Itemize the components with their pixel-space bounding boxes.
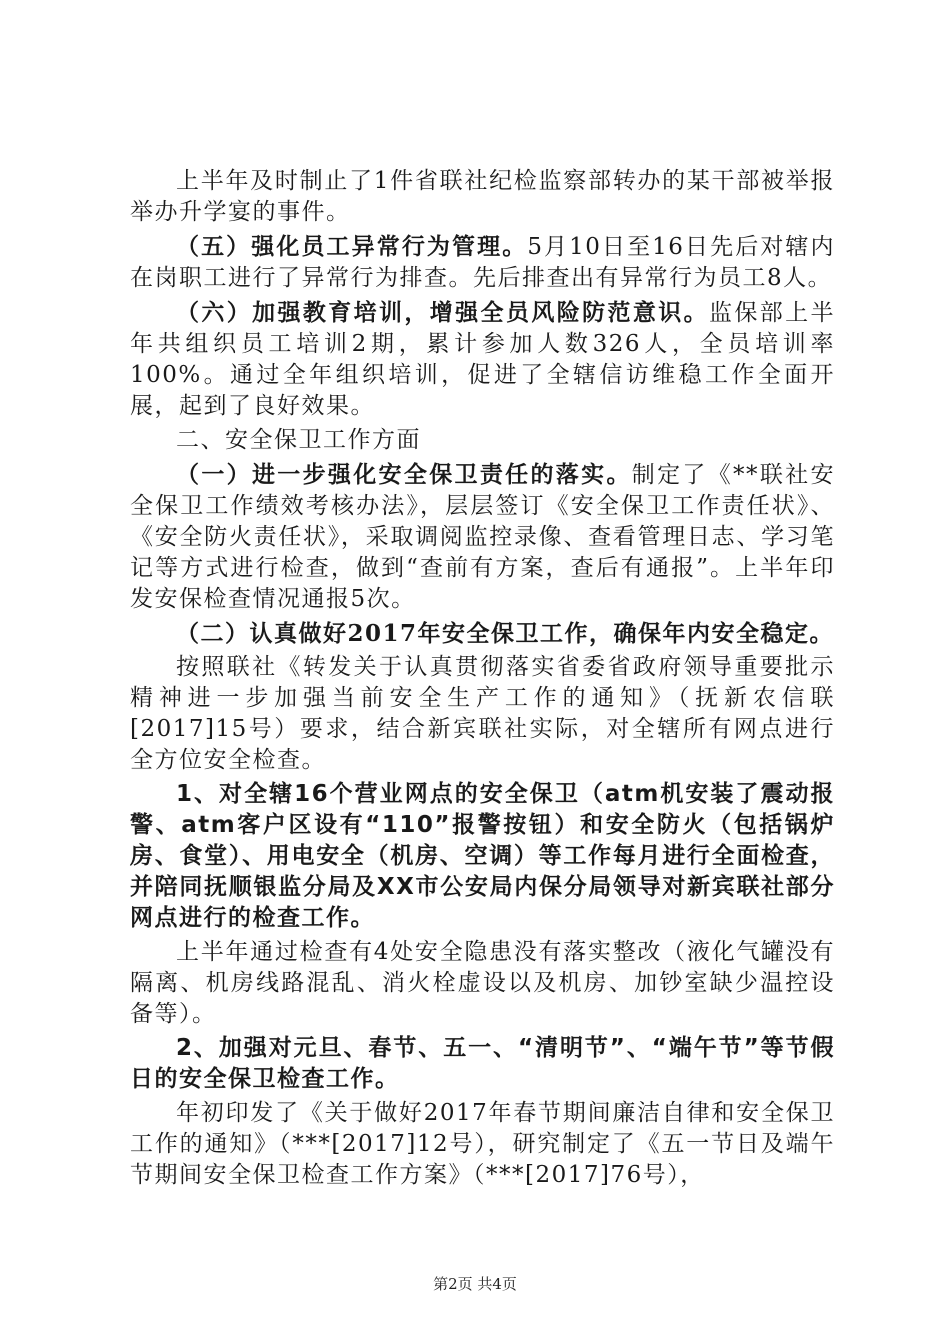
page-number-label: 第2页 共4页: [433, 1275, 517, 1293]
paragraph-text: 5月10日至16日先后对辖内在岗职工进行了异常行为排查。先后排查出有异常行为员工8人。: [130, 234, 836, 291]
section-title-text: 二、安全保卫工作方面: [176, 427, 421, 453]
paragraph-disciplinary-case: [130, 166, 835, 228]
section-heading-text: （二）认真做好2017年安全保卫工作，确保年内安全稳定。: [176, 620, 835, 647]
paragraph-item-2: [130, 1033, 835, 1095]
section-title-security: [130, 425, 835, 456]
document-body: [130, 166, 835, 1194]
paragraph-text: 监保部上半年共组织员工培训2期，累计参加人数326人，全员培训率100%。通过全年组织培训，促进了全辖信访维稳工作全面开展，起到了良好效果。: [130, 300, 836, 419]
paragraph-text: 1、对全辖16个营业网点的安全保卫（atm机安装了震动报警、atm客户区设有“110”报警按钮）和安全防火（包括锅炉房、食堂）、用电安全（机房、空调）等工作每月进行全面检查，并陪同抚顺银监分局及XX市公安局内保分局领导对新宾联社部分网点进行的检查工作。: [130, 781, 835, 931]
paragraph-training: [130, 297, 835, 422]
paragraph-text: 年初印发了《关于做好2017年春节期间廉洁自律和安全保卫工作的通知》（***[2017]12号），研究制定了《五一节日及端午节期间安全保卫检查工作方案》（***[2017]76号），: [130, 1100, 835, 1188]
paragraph-notice-requirement: [130, 652, 835, 776]
paragraph-security-responsibility: [130, 459, 835, 615]
section-heading-5: （五）强化员工异常行为管理。: [176, 233, 528, 260]
paragraph-notices-issued: [130, 1098, 835, 1191]
paragraph-text: 按照联社《转发关于认真贯彻落实省委省政府领导重要批示精神进一步加强当前安全生产工作的通知》（抚新农信联[2017]15号）要求，结合新宾联社实际，对全辖所有网点进行全方位安全检查。: [130, 654, 835, 773]
paragraph-hazards: [130, 937, 835, 1030]
section-heading-6: （六）加强教育培训，增强全员风险防范意识。: [176, 299, 709, 326]
paragraph-text: 上半年通过检查有4处安全隐患没有落实整改（液化气罐没有隔离、机房线路混乱、消火栓虚设以及机房、加钞室缺少温控设备等）。: [130, 939, 835, 1027]
section-heading-1: （一）进一步强化安全保卫责任的落实。: [176, 461, 632, 488]
paragraph-abnormal-behavior: [130, 231, 835, 294]
paragraph-text: 上半年及时制止了1件省联社纪检监察部转办的某干部被举报举办升学宴的事件。: [130, 168, 835, 225]
paragraph-text: 2、加强对元旦、春节、五一、“清明节”、“端午节”等节假日的安全保卫检查工作。: [130, 1035, 835, 1092]
paragraph-item-1: [130, 779, 835, 934]
section-heading-2: [130, 618, 835, 649]
page-footer: [0, 1273, 950, 1294]
paragraph-text: 制定了《**联社安全保卫工作绩效考核办法》，层层签订《安全保卫工作责任状》、《安全防火责任状》，采取调阅监控录像、查看管理日志、学习笔记等方式进行检查，做到“查前有方案，查后有通报”。上半年印发安保检查情况通报5次。: [130, 462, 836, 612]
